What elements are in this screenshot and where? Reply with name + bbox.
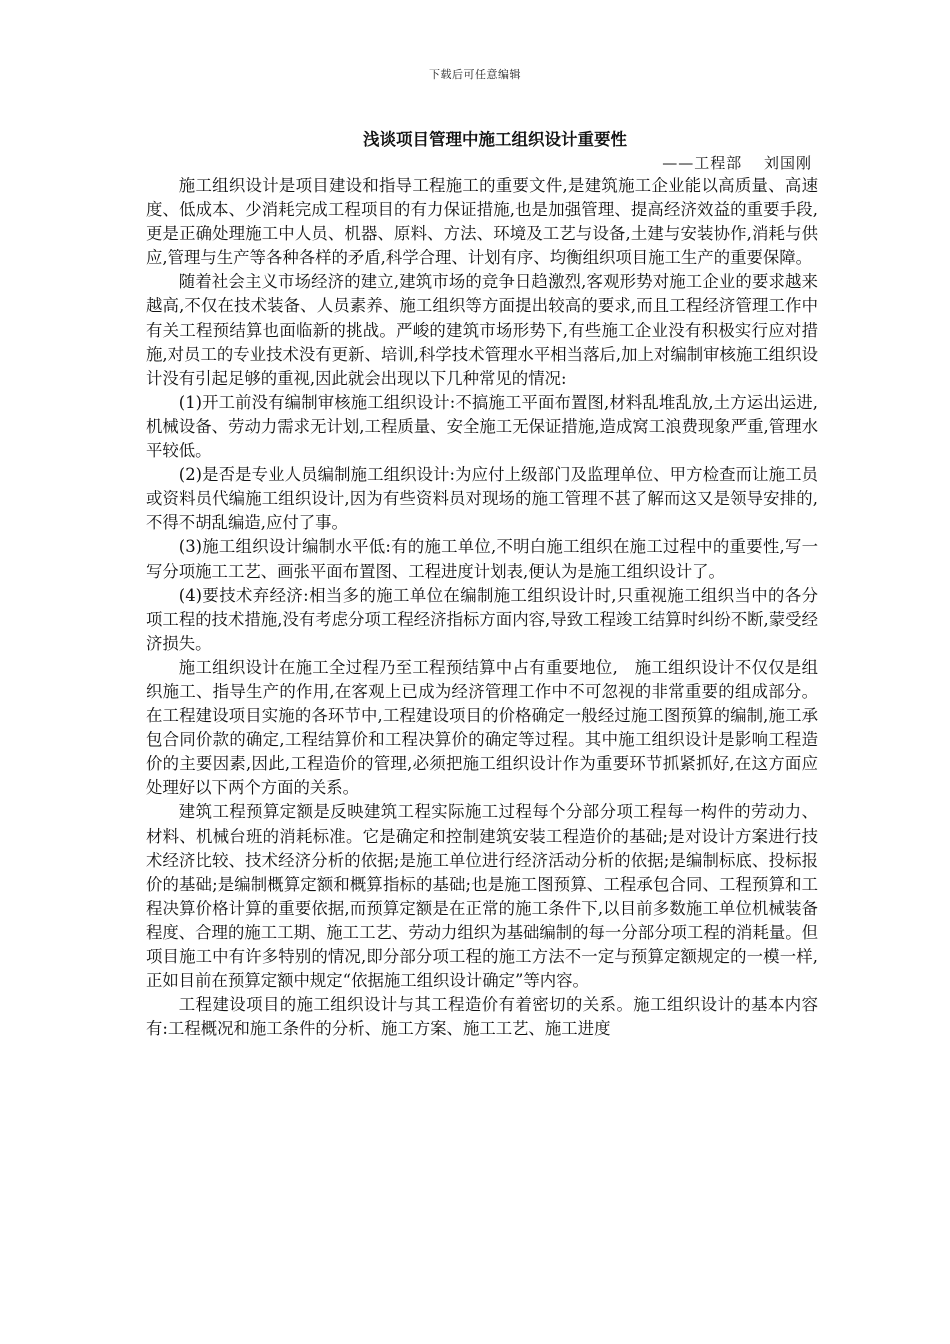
author-byline: ——工程部 刘国刚 (662, 154, 812, 172)
paragraph: 建筑工程预算定额是反映建筑工程实际施工过程每个分部分项工程每一构件的劳动力、材料、机械台班的消耗标准。它是确定和控制建筑安装工程造价的基础;是对设计方案进行技术经济比较、技术经济分析的依据;是施工单位进行经济活动分析的依据;是编制标底、投标报价的基础;是编制概算定额和概算指标的基础;也是施工图预算、工程承包合同、工程预算和工程决算价格计算的重要依据,而预算定额是在正常的施工条件下,以目前多数施工单位机械装备程度、合理的施工工期、施工工艺、劳动力组织为基础编制的每一分部分项工程的消耗量。但项目施工中有许多特别的情况,即分部分项工程的施工方法不一定与预算定额规定的一模一样,正如目前在预算定额中规定“依据施工组织设计确定”等内容。 (146, 802, 819, 991)
paragraph: 施工组织设计是项目建设和指导工程施工的重要文件,是建筑施工企业能以高质量、高速度、低成本、少消耗完成工程项目的有力保证措施,也是加强管理、提高经济效益的重要手段,更是正确处理施工中人员、机器、原料、方法、环境及工艺与设备,土建与安装协作,消耗与供应,管理与生产等各种各样的矛盾,科学合理、计划有序、均衡组织项目施工生产的重要保障。 (146, 176, 818, 268)
paragraph: (2)是否是专业人员编制施工组织设计:为应付上级部门及监理单位、甲方检查而让施工员或资料员代编施工组织设计,因为有些资料员对现场的施工管理不甚了解而这又是领导安排的,不得不胡乱编造,应付了事。 (146, 465, 818, 533)
header-note: 下载后可任意编辑 (429, 68, 521, 81)
paragraph: 随着社会主义市场经济的建立,建筑市场的竞争日趋激烈,客观形势对施工企业的要求越来越高,不仅在技术装备、人员素养、施工组织等方面提出较高的要求,而且工程经济管理工作中有关工程预结算也面临新的挑战。严峻的建筑市场形势下,有些施工企业没有积极实行应对措施,对员工的专业技术没有更新、培训,科学技术管理水平相当落后,加上对编制审核施工组织设计没有引起足够的重视,因此就会出现以下几种常见的情况: (146, 272, 818, 388)
paragraph: 施工组织设计在施工全过程乃至工程预结算中占有重要地位, 施工组织设计不仅仅是组织施工、指导生产的作用,在客观上已成为经济管理工作中不可忽视的非常重要的组成部分。在工程建设项目实施的各环节中,工程建设项目的价格确定一般经过施工图预算的编制,施工承包合同价款的确定,工程结算价和工程决算价的确定等过程。其中施工组织设计是影响工程造价的主要因素,因此,工程造价的管理,必须把施工组织设计作为重要环节抓紧抓好,在这方面应处理好以下两个方面的关系。 (146, 657, 818, 798)
paragraph: (4)要技术弃经济:相当多的施工单位在编制施工组织设计时,只重视施工组织当中的各分项工程的技术措施,没有考虑分项工程经济指标方面内容,导致工程竣工结算时纠纷不断,蒙受经济损失。 (146, 585, 818, 653)
paragraph: (1)开工前没有编制审核施工组织设计:不搞施工平面布置图,材料乱堆乱放,土方运出运进,机械设备、劳动力需求无计划,工程质量、安全施工无保证措施,造成窝工浪费现象严重,管理水平较低。 (146, 392, 818, 461)
paragraph: (3)施工组织设计编制水平低:有的施工单位,不明白施工组织在施工过程中的重要性,写一写分项施工工艺、画张平面布置图、工程进度计划表,便认为是施工组织设计了。 (146, 537, 818, 581)
document-title: 浅谈项目管理中施工组织设计重要性 (363, 130, 627, 149)
paragraph: 工程建设项目的施工组织设计与其工程造价有着密切的关系。施工组织设计的基本内容有:工程概况和施工条件的分析、施工方案、施工工艺、施工进度 (146, 995, 818, 1039)
document-body (146, 174, 818, 1041)
